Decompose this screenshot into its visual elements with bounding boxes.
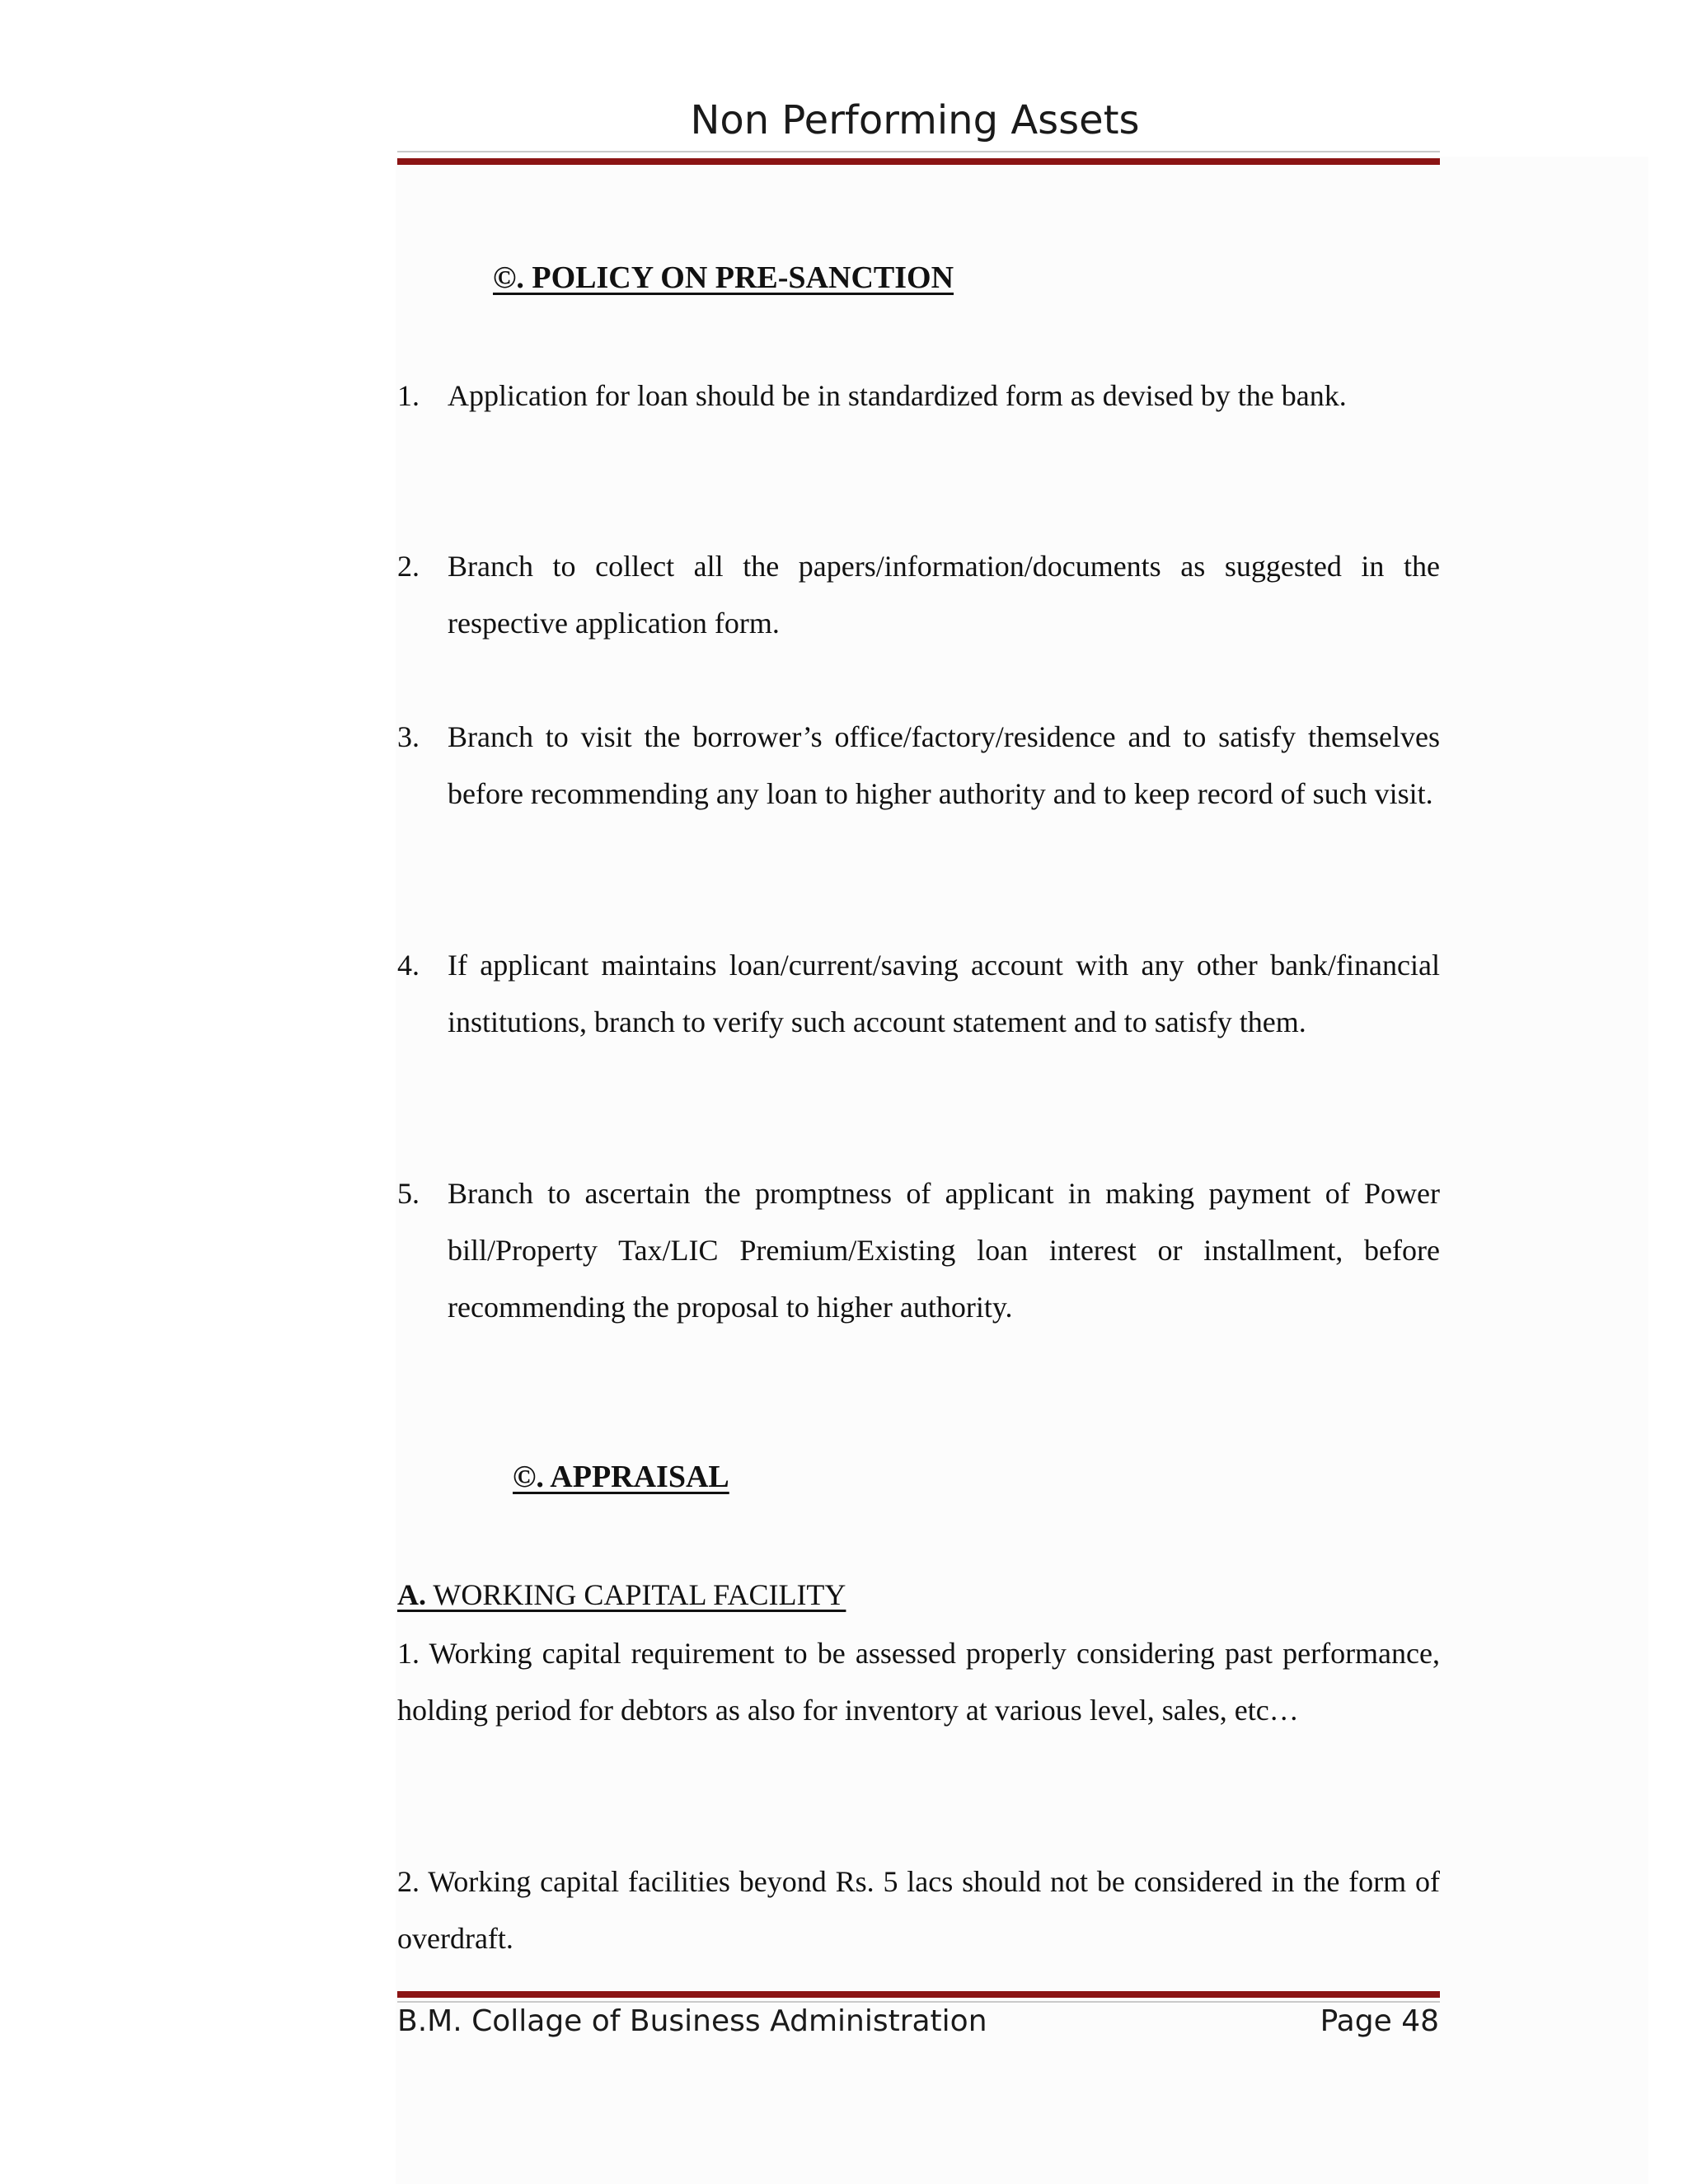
footer-rule-thin bbox=[397, 2001, 1440, 2003]
footer-page-number: Page 48 bbox=[1320, 2004, 1439, 2038]
list-item-number: 1. bbox=[397, 379, 420, 412]
list-item-text: Application for loan should be in standardized form as devised by the bank. bbox=[448, 379, 1347, 412]
appraisal-paragraph: 2. Working capital facilities beyond Rs. 5 lacs should not be considered in the form of overdraft. bbox=[397, 1865, 1440, 1955]
page-header-title: Non Performing Assets bbox=[690, 97, 1140, 143]
list-item-text: Branch to ascertain the promptness of applicant in making payment of Power bill/Property Tax/LIC Premium/Existing loan interest or installment, before recommending the proposal to higher authority. bbox=[448, 1177, 1440, 1324]
subsection-label: A. bbox=[397, 1578, 426, 1611]
list-item-number: 3. bbox=[397, 720, 420, 753]
list-item-text: Branch to visit the borrower’s office/factory/residence and to satisfy themselves before recommending any loan to higher authority and to keep record of such visit. bbox=[448, 720, 1440, 810]
section-heading-appraisal: ©. APPRAISAL bbox=[513, 1460, 729, 1494]
list-item-number: 2. bbox=[397, 550, 420, 583]
list-item-text: Branch to collect all the papers/information/documents as suggested in the respective application form. bbox=[448, 550, 1440, 640]
footer-rule-thick bbox=[397, 1991, 1440, 1998]
footer-institution: B.M. Collage of Business Administration bbox=[397, 2004, 987, 2038]
subsection-heading-working-capital bbox=[397, 1570, 846, 1619]
list-item-number: 5. bbox=[397, 1177, 420, 1210]
list-item-number: 4. bbox=[397, 949, 420, 982]
header-rule-thick bbox=[397, 158, 1440, 165]
section-heading-pre-sanction: ©. POLICY ON PRE-SANCTION bbox=[493, 260, 954, 295]
list-item-text: If applicant maintains loan/current/saving account with any other bank/financial institutions, branch to verify such account statement and to satisfy them. bbox=[448, 949, 1440, 1038]
appraisal-paragraph: 1. Working capital requirement to be assessed properly considering past performance, holding period for debtors as also for inventory at various level, sales, etc… bbox=[397, 1637, 1440, 1727]
subsection-title: WORKING CAPITAL FACILITY bbox=[426, 1578, 846, 1611]
header-rule-thin bbox=[397, 151, 1440, 152]
